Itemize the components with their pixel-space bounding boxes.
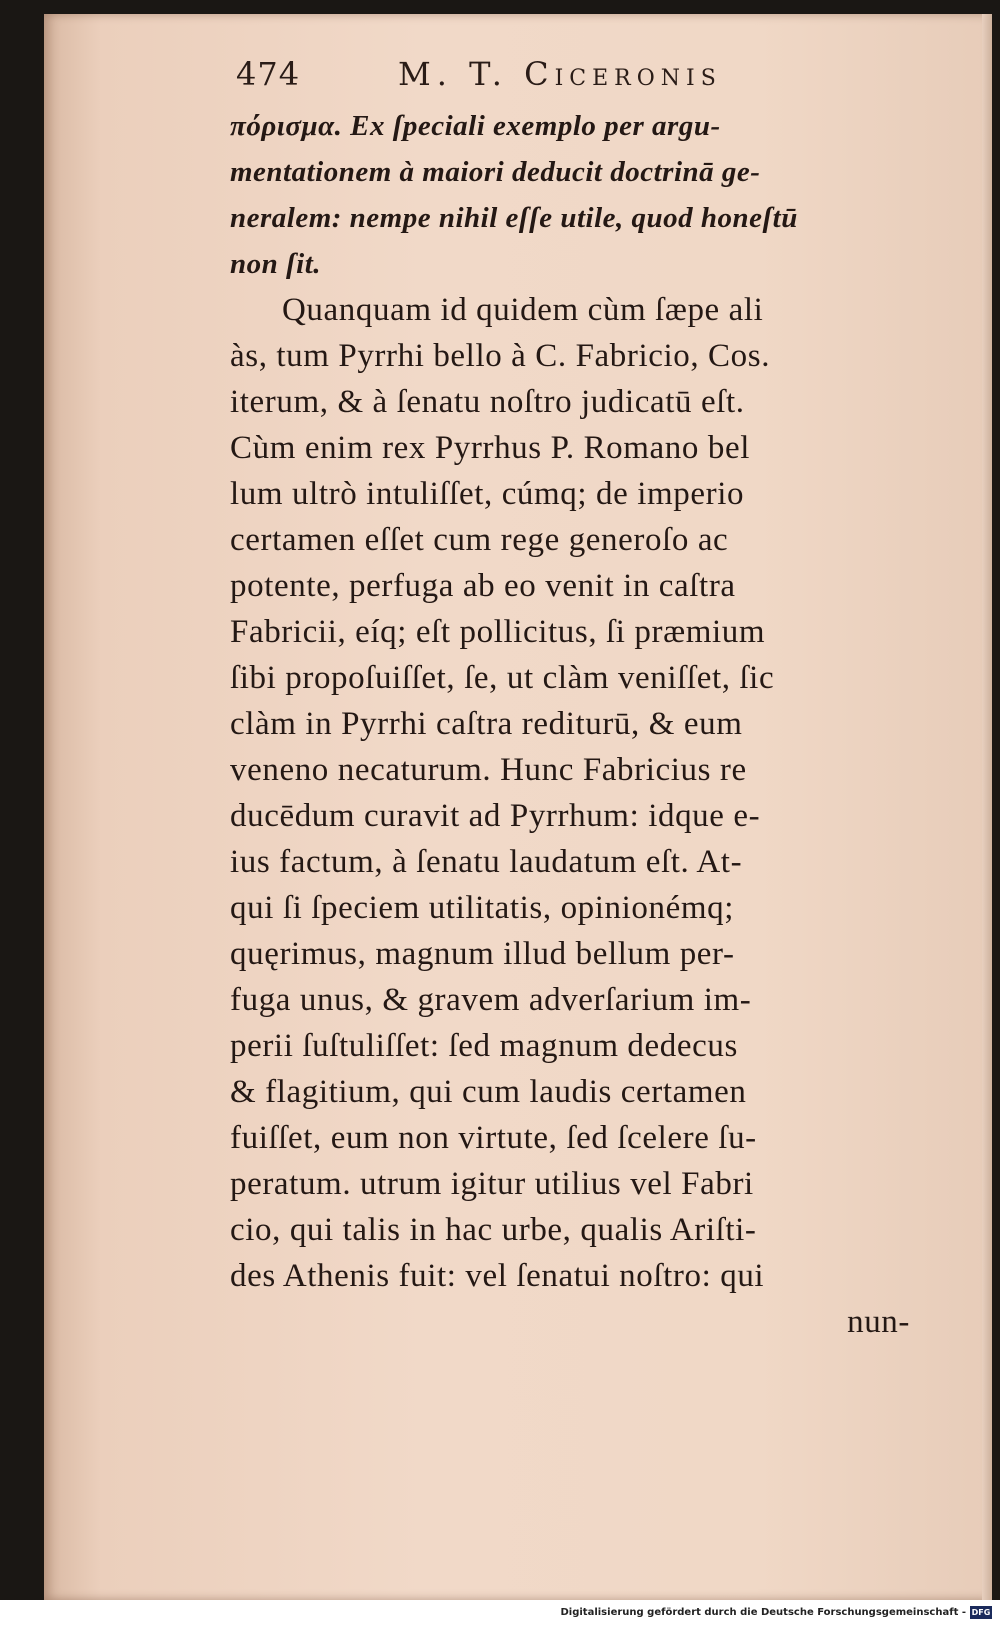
- body-line: peratum. utrum igitur utilius vel Fabri: [230, 1166, 754, 1202]
- body-line: ducēdum curavit ad Pyrrhum: idque e-: [230, 798, 761, 834]
- body-line: veneno necaturum. Hunc Fabricius re: [230, 752, 747, 788]
- page-edge: [982, 14, 992, 1600]
- running-title: M. T. Ciceronis: [398, 55, 722, 93]
- body-line: Cùm enim rex Pyrrhus P. Romano bel: [230, 430, 750, 466]
- body-line: cio, qui talis in hac urbe, qualis Ariſti-: [230, 1212, 757, 1248]
- commentary-line: πόρισμα. Ex ſpeciali exemplo per argu-: [230, 110, 721, 142]
- body-line: perii ſuſtuliſſet: ſed magnum dedecus: [230, 1028, 738, 1064]
- body-line: potente, perfuga ab eo venit in caſtra: [230, 568, 736, 604]
- commentary-line: mentationem à maiori deducit doctrinā ge-: [230, 156, 761, 188]
- funding-credit: Digitalisierung gefördert durch die Deutsche Forschungsgemeinschaft -: [560, 1607, 966, 1618]
- body-line: Fabricii, eíq; eſt pollicitus, ſi præmium: [230, 614, 766, 650]
- body-line: fuiſſet, eum non virtute, ſed ſcelere ſu-: [230, 1120, 757, 1156]
- body-line: ſibi propoſuiſſet, ſe, ut clàm veniſſet, ſic: [230, 660, 775, 696]
- body-line: iterum, & à ſenatu noſtro judicatū eſt.: [230, 384, 745, 420]
- dfg-logo-icon: DFG: [971, 1608, 991, 1617]
- body-line: clàm in Pyrrhi caſtra rediturū, & eum: [230, 706, 743, 742]
- commentary-line: neralem: nempe nihil eſſe utile, quod honeſtū: [230, 202, 798, 234]
- body-line: ius factum, à ſenatu laudatum eſt. At-: [230, 844, 743, 880]
- catchword: nun-: [847, 1304, 910, 1340]
- body-line: quęrimus, magnum illud bellum per-: [230, 936, 735, 972]
- body-line: lum ultrò intuliſſet, cúmq; de imperio: [230, 476, 745, 512]
- page-header: [236, 55, 846, 95]
- body-line: Quanquam id quidem cùm ſæpe ali: [282, 292, 764, 328]
- body-line: & flagitium, qui cum laudis certamen: [230, 1074, 747, 1110]
- body-line: certamen eſſet cum rege generoſo ac: [230, 522, 729, 558]
- text-block: [230, 103, 920, 1345]
- commentary-line: non ſit.: [230, 248, 322, 280]
- page-number: 474: [236, 55, 301, 93]
- body-line: qui ſi ſpeciem utilitatis, opinionémq;: [230, 890, 734, 926]
- body-line: des Athenis fuit: vel ſenatui noſtro: qui: [230, 1258, 765, 1294]
- body-line: fuga unus, & gravem adverſarium im-: [230, 982, 752, 1018]
- digitization-footer: [0, 1600, 1000, 1629]
- body-line: às, tum Pyrrhi bello à C. Fabricio, Cos.: [230, 338, 771, 374]
